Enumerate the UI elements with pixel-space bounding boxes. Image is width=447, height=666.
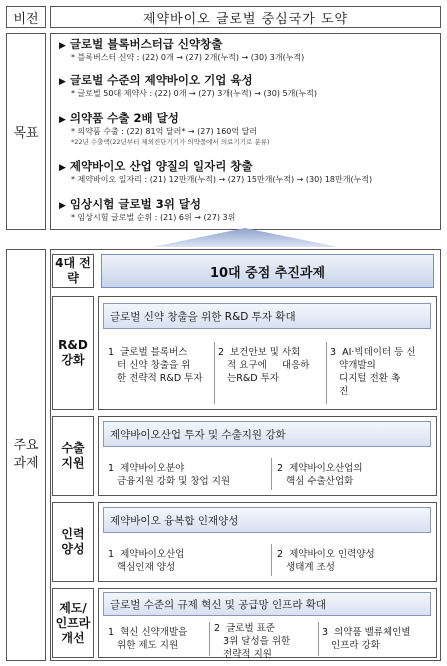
sub-task: 1 제약바이오산업 핵심인재 양성 (108, 549, 185, 573)
tasks-label: 주요 과제 (6, 249, 46, 661)
strategy-bar: 글로벌 수준의 규제 혁신 및 공급망 인프라 확대 (103, 592, 431, 616)
goal-item: ▶ 의약품 수출 2배 달성 * 의약품 수출 : (22) 81억 달러* → (27) 160억 달러 *22년 수출액(22년부터 체외진단기기가 의약품에서 의료기기로 분류) (59, 111, 270, 146)
sub-task: 3 AI·빅데이터 등 신 약개발의 디지털 전환 촉 진 (330, 347, 416, 397)
divider (271, 544, 272, 576)
sub-task: 1 제약바이오분야 금융지원 강화 및 창업 지원 (108, 463, 231, 487)
up-arrow-icon (150, 226, 340, 248)
strategy-name: 제도/ 인프라 개선 (52, 588, 94, 658)
strategy-header-cell: 4대 전 략 (52, 254, 94, 288)
tasks-header-title: 10대 중점 추진과제 (101, 254, 434, 288)
divider (214, 342, 215, 404)
divider (271, 458, 272, 490)
goal-item: ▶ 글로벌 블록버스터급 신약창출 * 블록버스터 신약 : (22) 0개 → (27) 2개(누적) → (30) 3개(누적) (59, 37, 305, 62)
strategy-bar: 글로벌 신약 창출을 위한 R&D 투자 확대 (103, 303, 431, 329)
triangle-bullet-icon: ▶ (59, 41, 66, 51)
divider (318, 622, 319, 656)
strategy-bar: 제약바이오 융복합 인재양성 (103, 507, 431, 533)
goal-item: ▶ 글로벌 수준의 제약바이오 기업 육성 * 글로벌 50대 제약사 : (22) 0개 → (27) 3개(누적) → (30) 5개(누적) (59, 73, 318, 98)
goal-item: ▶ 임상시험 글로벌 3위 달성 * 임상시험 글로벌 순위 : (21) 6위 → (27) 3위 (59, 197, 236, 222)
strategy-name: 수출 지원 (52, 416, 94, 496)
sub-task: 2 보건안보 및 사회 적 요구에 대응하 는R&D 투자 (218, 347, 310, 384)
triangle-bullet-icon: ▶ (59, 77, 66, 87)
divider (209, 622, 210, 656)
triangle-bullet-icon: ▶ (59, 201, 66, 211)
goals-label: 목표 (6, 33, 46, 230)
vision-label: 비전 (6, 6, 46, 28)
strategy-name: 인력 양성 (52, 502, 94, 582)
divider (326, 342, 327, 404)
sub-task: 2 제약바이오산업의 핵심 수출산업화 (277, 463, 363, 487)
sub-task: 2 제약바이오 인력양성 생태계 조성 (277, 549, 375, 573)
sub-task: 2 글로벌 표준 3위 달성을 위한 전략적 지원 (214, 623, 291, 660)
sub-task: 1 글로벌 블록버스 터 신약 창출을 위 한 전략적 R&D 투자 (108, 347, 203, 384)
strategy-bar: 제약바이오산업 투자 및 수출지원 강화 (103, 421, 431, 447)
sub-task: 3 의약품 밸류체인별 인프라 강화 (322, 627, 411, 651)
sub-task: 1 혁신 신약개발을 위한 제도 지원 (108, 627, 188, 651)
vision-statement: 제약바이오 글로벌 중심국가 도약 (50, 6, 441, 28)
strategy-name: R&D 강화 (52, 296, 94, 410)
triangle-bullet-icon: ▶ (59, 115, 66, 125)
goal-item: ▶ 제약바이오 산업 양질의 일자리 창출 * 제약바이오 일자리 : (21) 12만개(누적) → (27) 15만개(누적) → (30) 18만개(누적) (59, 159, 373, 184)
goals-panel (50, 33, 441, 230)
triangle-bullet-icon: ▶ (59, 163, 66, 173)
